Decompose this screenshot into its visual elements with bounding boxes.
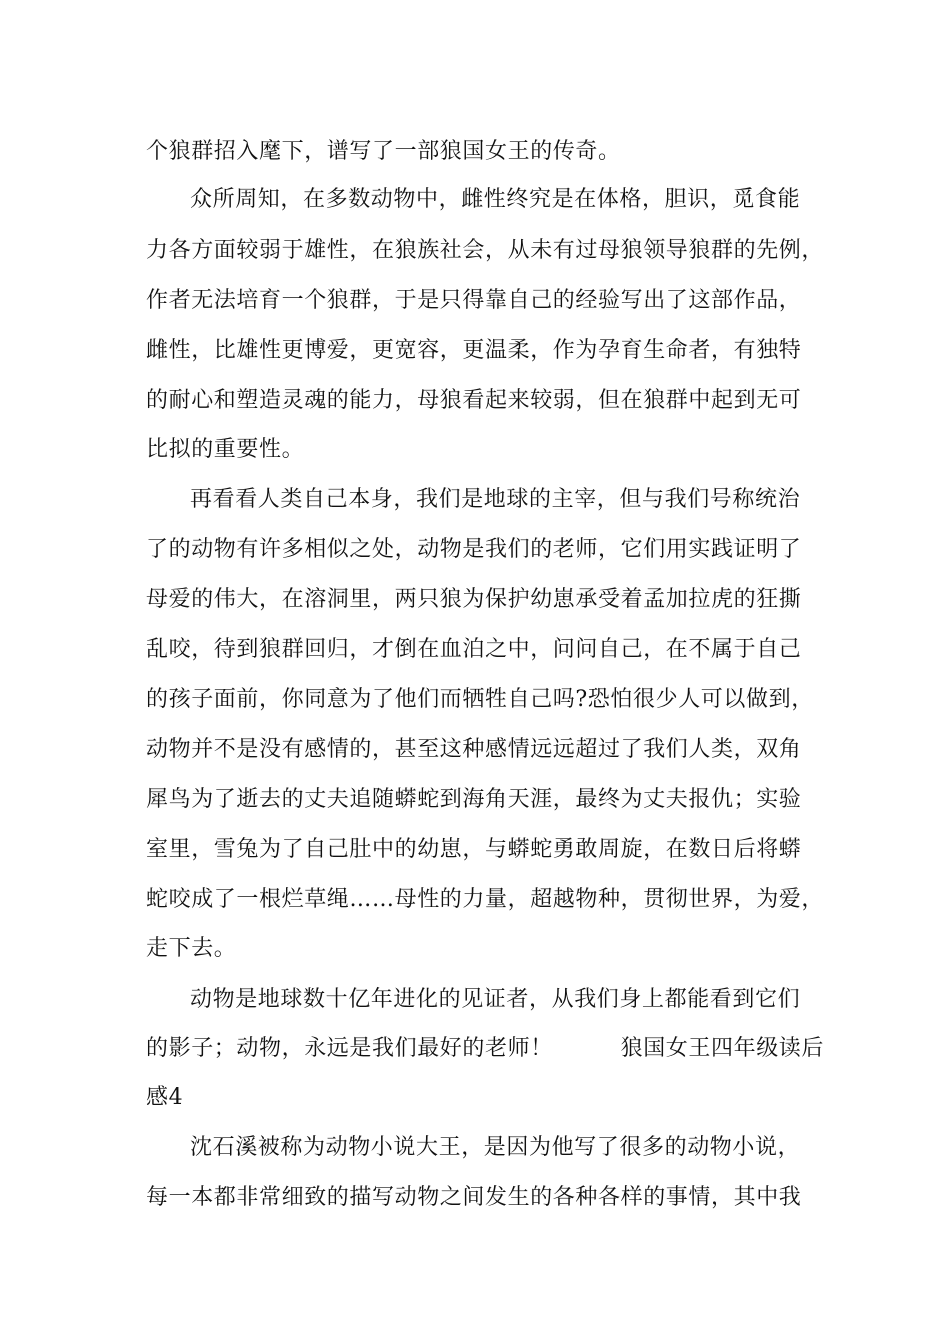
text-line: 个狼群招入麾下，谱写了一部狼国女王的传奇。 <box>146 139 621 164</box>
text-line: 雌性，比雄性更博爱，更宽容，更温柔，作为孕育生命者，有独特 <box>146 338 802 363</box>
text-line: 犀鸟为了逝去的丈夫追随蟒蛇到海角天涯，最终为丈夫报仇；实验 <box>146 787 802 812</box>
paragraph-first-line: 再看看人类自己本身，我们是地球的主宰，但与我们号称统治 <box>190 487 801 512</box>
text-line: 感4 <box>146 1085 184 1110</box>
text-line: 母爱的伟大，在溶洞里，两只狼为保护幼崽承受着孟加拉虎的狂撕 <box>146 587 802 612</box>
paragraph-first-line: 沈石溪被称为动物小说大王，是因为他写了很多的动物小说， <box>190 1135 801 1160</box>
text-line: 室里，雪兔为了自己肚中的幼崽，与蟒蛇勇敢周旋，在数日后将蟒 <box>146 837 802 862</box>
paragraph-first-line: 动物是地球数十亿年进化的见证者，从我们身上都能看到它们 <box>190 987 801 1012</box>
text-line: 动物并不是没有感情的，甚至这种感情远远超过了我们人类，双角 <box>146 737 802 762</box>
paragraph-first-line: 众所周知，在多数动物中，雌性终究是在体格，胆识，觅食能 <box>190 187 801 212</box>
text-line: 比拟的重要性。 <box>146 437 305 462</box>
text-line: 走下去。 <box>146 936 237 961</box>
text-line: 的耐心和塑造灵魂的能力，母狼看起来较弱，但在狼群中起到无可 <box>146 388 802 413</box>
text-line: 乱咬，待到狼群回归，才倒在血泊之中，问问自己，在不属于自己 <box>146 637 802 662</box>
text-line: 作者无法培育一个狼群，于是只得靠自己的经验写出了这部作品， <box>146 288 802 313</box>
text-line: 蛇咬成了一根烂草绳……母性的力量，超越物种，贯彻世界，为爱， <box>146 887 825 912</box>
text-line: 的孩子面前，你同意为了他们而牺牲自己吗?恐怕很少人可以做到， <box>146 687 814 712</box>
text-line: 了的动物有许多相似之处，动物是我们的老师，它们用实践证明了 <box>146 537 802 562</box>
text-line: 的影子；动物，永远是我们最好的老师！ 狼国女王四年级读后 <box>146 1036 825 1061</box>
text-line: 每一本都非常细致的描写动物之间发生的各种各样的事情，其中我 <box>146 1185 802 1210</box>
text-line: 力各方面较弱于雄性，在狼族社会，从未有过母狼领导狼群的先例， <box>146 238 825 263</box>
